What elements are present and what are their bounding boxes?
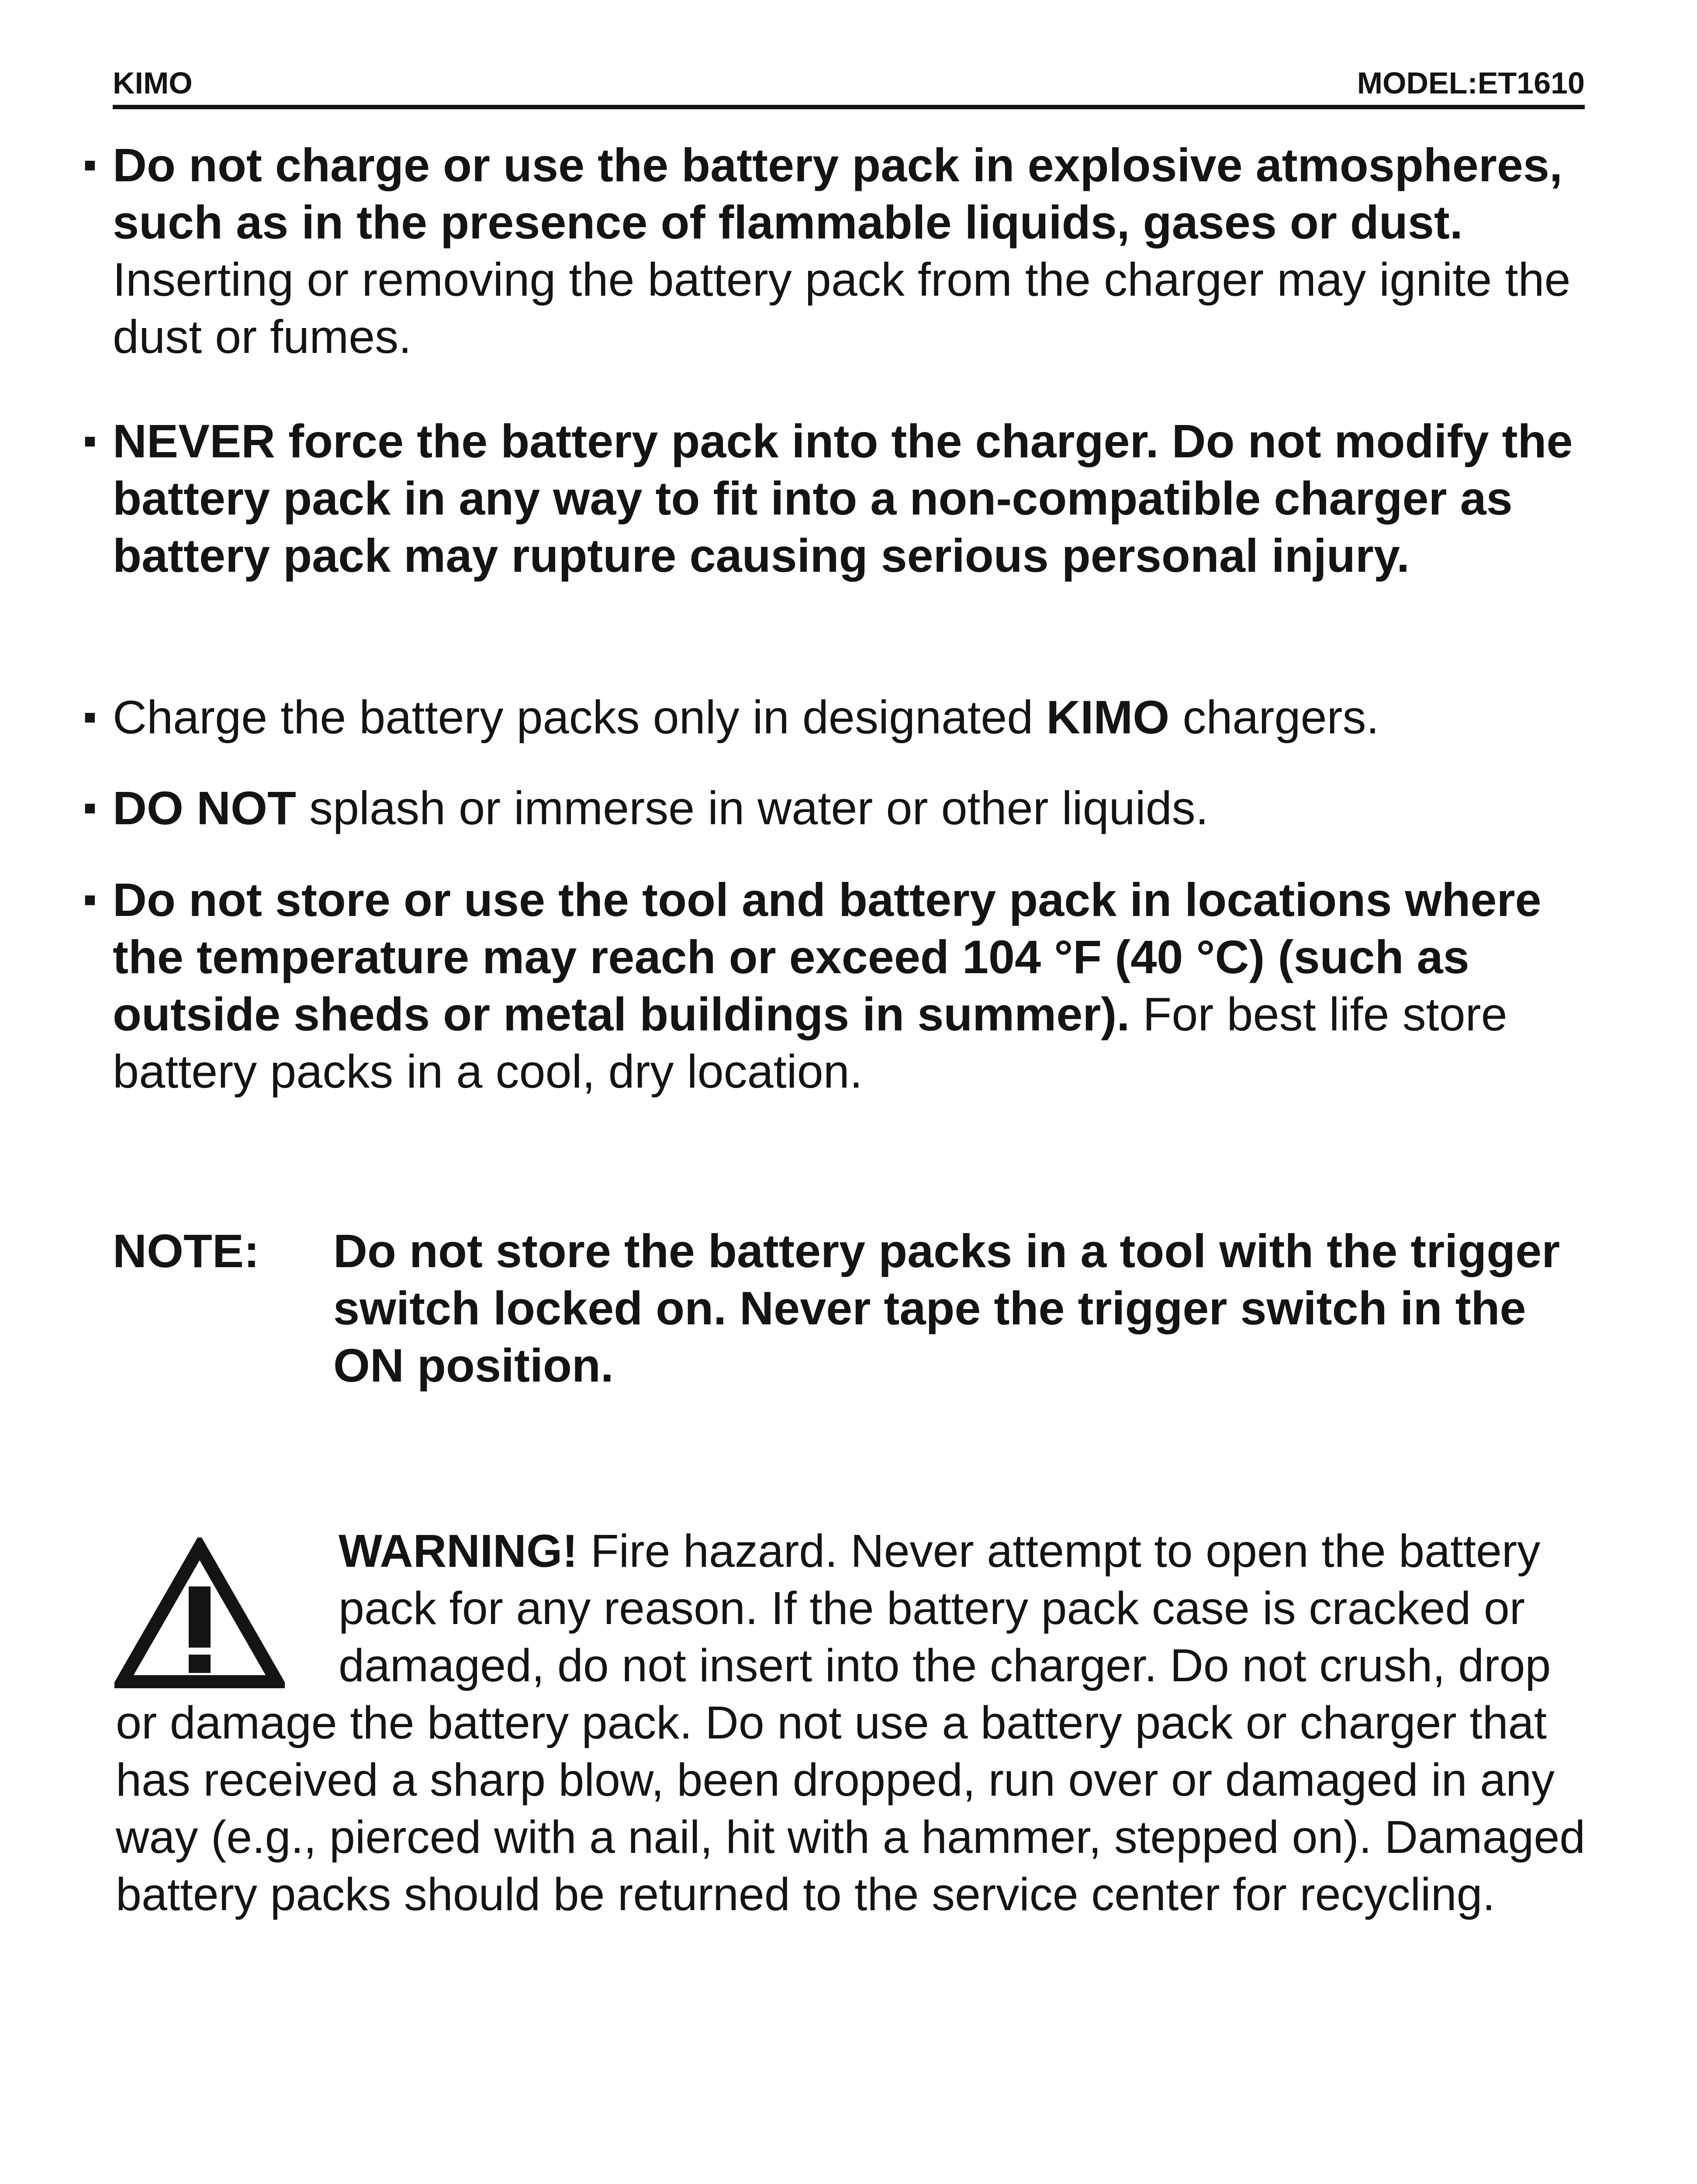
- bullet-item: [83, 136, 1591, 365]
- header-model: MODEL:ET1610: [1357, 66, 1585, 100]
- bullet-bold-text: Do not store or use the tool and battery pack in locations where the temperature may reach or exceed 104 °F (40 °C) (such as outside sheds or metal buildings in summer).: [113, 873, 1541, 1040]
- note-text: Do not store the battery packs in a tool with the trigger switch locked on. Never tape the trigger switch in the ON position.: [333, 1224, 1560, 1392]
- bullet-text: For best life store battery packs in a cool, dry location.: [113, 988, 1507, 1098]
- page-header: [113, 66, 1585, 109]
- warning-block: [116, 1523, 1597, 1923]
- bullet-text: chargers.: [1169, 691, 1379, 743]
- bullet-bold-text: DO NOT: [113, 781, 296, 834]
- bullet-marker: ▪: [83, 878, 97, 921]
- bullet-brand-text: KIMO: [1046, 691, 1170, 743]
- bullet-text: Inserting or removing the battery pack from the charger may ignite the dust or fumes.: [113, 253, 1571, 363]
- header-brand: KIMO: [113, 66, 193, 100]
- bullet-marker: ▪: [83, 695, 97, 739]
- bullet-item: [83, 688, 1591, 746]
- bullet-item: [83, 779, 1591, 836]
- bullet-item: [83, 412, 1591, 584]
- bullet-bold-text: NEVER force the battery pack into the charger. Do not modify the battery pack in any way to fit into a non-compatible charger as battery pack may rupture causing serious personal injury.: [113, 415, 1573, 582]
- bullet-marker: ▪: [83, 419, 97, 463]
- bullet-marker: ▪: [83, 786, 97, 829]
- bullet-marker: ▪: [83, 143, 97, 187]
- bullet-text: Charge the battery packs only in designated: [113, 691, 1047, 743]
- warning-label: WARNING!: [339, 1525, 578, 1577]
- bullet-bold-text: Do not charge or use the battery pack in explosive atmospheres, such as in the presence of flammable liquids, gases or dust.: [113, 138, 1562, 249]
- warning-text: Fire hazard. Never attempt to open the battery pack for any reason. If the battery pack case is cracked or damaged, do not insert into the charger. Do not crush, drop or damage the battery pack. Do not use a battery pack or charger that has received a sharp blow, been dropped, run over or damaged in any way (e.g., pierced with a nail, hit with a hammer, stepped on). Damaged battery packs should be returned to the service center for recycling.: [116, 1525, 1586, 1920]
- note-label: NOTE:: [113, 1224, 259, 1277]
- bullet-item: [83, 871, 1591, 1100]
- bullet-text: splash or immerse in water or other liquids.: [296, 781, 1209, 834]
